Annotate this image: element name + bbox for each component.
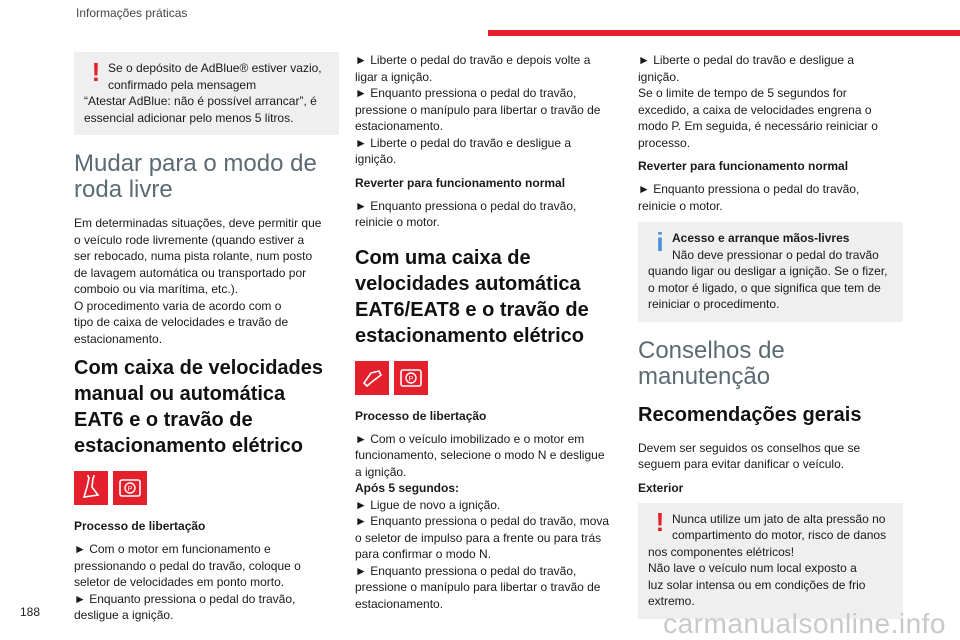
icon-row xyxy=(74,471,339,505)
revert-steps: ► Enquanto pressiona o pedal do travão, reinicie o motor. xyxy=(355,198,577,229)
revert-heading: Reverter para funcionamento normal xyxy=(355,175,566,190)
gear-lever-icon xyxy=(74,471,108,505)
page-number: 188 xyxy=(20,605,41,619)
section-heading-freewheel: Mudar para o modo de roda livre xyxy=(74,150,317,203)
info-note-keyless xyxy=(638,222,903,322)
subsection-heading-manual-eat6: Com caixa de velocidades manual ou automática EAT6 e o travão de estacionamento elétrico xyxy=(74,357,324,457)
svg-text:P: P xyxy=(408,375,414,383)
note-text-cont: “Atestar AdBlue: não é possível arrancar”, é essencial adicionar pelo menos 5 litros. xyxy=(84,94,317,125)
note-text: Acesso e arranque mãos-livres Não deve pressionar o pedal do travão xyxy=(672,231,879,262)
note-text: Nunca utilize um jato de alta pressão no compartimento do motor, risco de danos xyxy=(672,511,887,542)
note-text: Se o depósito de AdBlue® estiver vazio, confirmado pela mensagem xyxy=(108,61,322,92)
note-text-cont: quando ligar ou desligar a ignição. Se o fizer, o motor é ligado, o que significa que tem de reiniciar o procedimento. xyxy=(648,264,888,311)
subsection-heading-general: Recomendações gerais xyxy=(638,403,862,426)
warning-note-adblue xyxy=(74,52,339,135)
subsection-heading-automatic: Com uma caixa de velocidades automática EAT6/EAT8 e o travão de estacionamento elétrico xyxy=(355,246,589,347)
column-right xyxy=(638,52,903,619)
warning-note-exterior xyxy=(638,503,903,619)
warning-exclamation-icon: ! xyxy=(655,507,665,538)
parking-brake-icon xyxy=(394,361,428,395)
revert-steps: ► Enquanto pressiona o pedal do travão, reinicie o motor. xyxy=(638,182,860,213)
column-middle xyxy=(355,52,620,620)
note-text-cont: nos componentes elétricos! Não lave o veículo num local exposto a luz solar intensa ou em condições de frio extremo. xyxy=(648,544,866,608)
continued-steps: ► Liberte o pedal do travão e depois volte a ligar a ignição. ► Enquanto pressiona o pedal do travão, pressione o manípulo para libertar o travão de estacionamento. ► Liberte o pedal do travão e desligue a ignição. xyxy=(355,53,601,166)
paragraph-intro: Em determinadas situações, deve permitir que o veículo rode livremente (quando estiver a ser rebocado, numa pista rolante, num posto de lavagem automática ou transportado por comboio ou via marítima, etc.). O procedimento varia de acordo com o tipo de caixa de velocidades e travão de estacionamento. xyxy=(74,216,322,346)
gear-selector-icon xyxy=(355,361,389,395)
parking-brake-icon xyxy=(113,471,147,505)
section-heading-maintenance: Conselhos de manutenção xyxy=(638,336,785,390)
general-recommendations: Devem ser seguidos os conselhos que se seguem para evitar danificar o veículo. xyxy=(638,440,861,471)
release-steps: ► Com o motor em funcionamento e pressionando o pedal do travão, coloque o seletor de velocidades em ponto morto. ► Enquanto pressiona o pedal do travão, desligue a ignição. xyxy=(74,542,301,622)
warning-exclamation-icon: ! xyxy=(91,56,101,87)
column-left xyxy=(74,52,339,632)
continued-steps: ► Liberte o pedal do travão e desligue a ignição. Se o limite de tempo de 5 segundos for excedido, a caixa de velocidades engrena o modo P. Em seguida, é necessário reiniciar o processo. xyxy=(638,53,878,150)
watermark: carmanualsonline.info xyxy=(663,608,946,639)
release-steps: ► Com o veículo imobilizado e o motor em funcionamento, selecione o modo N e desligue a ignição. xyxy=(355,431,605,479)
icon-row xyxy=(355,361,620,395)
revert-heading: Reverter para funcionamento normal xyxy=(638,159,849,173)
svg-text:P: P xyxy=(127,486,133,493)
after-5-seconds: Após 5 segundos: ► Ligue de novo a ignição. ► Enquanto pressiona o pedal do travão, mova o seletor de impulso para a frente ou para trás para confirmar o modo N. ► Enquanto pressiona o pedal do travão, pressione o manípulo para libertar o travão de estacionamento. xyxy=(355,481,610,611)
release-process-heading: Processo de libertação xyxy=(74,519,206,533)
exterior-heading: Exterior xyxy=(638,480,684,495)
running-header: Informações práticas xyxy=(76,6,188,20)
info-icon: i xyxy=(656,226,664,257)
release-process-heading: Processo de libertação xyxy=(355,408,487,423)
header-accent-bar xyxy=(488,30,960,36)
